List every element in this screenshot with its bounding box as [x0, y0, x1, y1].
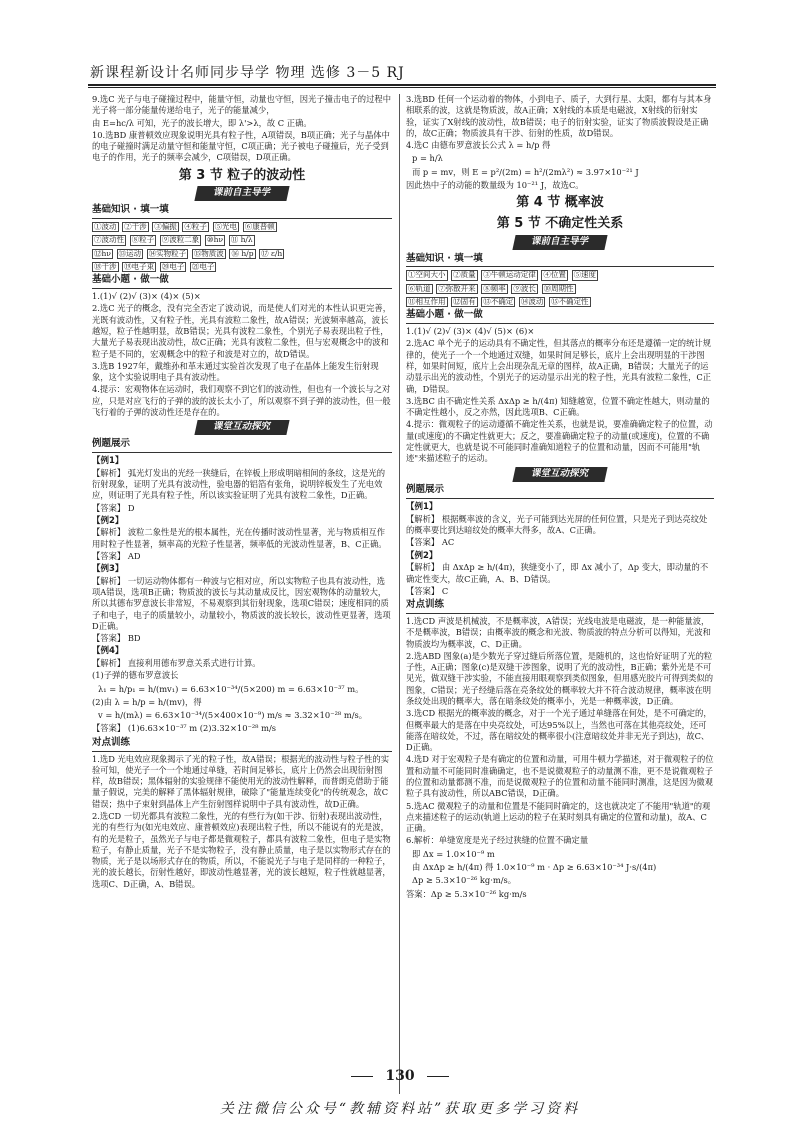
small-4-right: 4.提示：微观粒子的运动遵循不确定性关系，也就是说，要准确确定粒子的位置，动量(或速度)的不确定性就更大；反之，要准确确定粒子的动量(或速度)，位置的不确定性就更大，也就是说不可能同时准确知道粒子的位置和动量，因而不可能用"轨迹"来描述粒子的运动。 [406, 419, 713, 464]
fill-item: ⑤光电 [214, 222, 238, 232]
answer-4-equation-2: 而 p = mv，则 E = p²/(2m) = h²/(2mλ²) ≈ 3.97×10⁻²¹ J [412, 166, 639, 177]
page-number: 130 [385, 1068, 415, 1084]
example-2-label-right: 【例2】 [406, 550, 438, 561]
fill-item: ⑪ h/λ [230, 235, 253, 245]
example-1-analysis: 【解析】 弧光灯发出的光经一狭缝后，在锌板上形成明暗相间的条纹，这是光的衍射现象，证明了光具有波动性，验电器的铝箔有张角，说明锌板发生了光电效应，则证明了光具有粒子性，所以该实验证明了光具有波粒二象性，D正确。 [92, 467, 386, 501]
fill-row [92, 234, 392, 245]
example-1-label: 【例1】 [92, 456, 124, 467]
fill-row [92, 221, 392, 232]
fill-item: ⑩hν [206, 235, 224, 245]
example-2-analysis-right: 【解析】 由 ΔxΔp ≥ h/(4π)，狭缝变小了，即 Δx 减小了，Δp 变大，即动量的不确定性变大，故C正确，A、B、D错误。 [406, 562, 709, 584]
fill-item: ⑫hν [94, 248, 111, 258]
answer-3: 3.选BD 任何一个运动着的物体，小到电子、质子，大到行星、太阳，都有与其本身相联系的波，这就是物质波，故A正确；X射线的本质是电磁波，X射线的衍射实验，证实了X射线的波动性，故B错误；电子的衍射实验，证实了物质波假设是正确的，故C正确；物质波具有干涉、衍射的性质，故D错误。 [406, 94, 712, 138]
fill-row [406, 283, 714, 294]
fill-grid [92, 221, 392, 272]
page-header: 新课程新设计名师同步导学 物理 选修 3－5 RJ [90, 65, 405, 81]
fill-item: ⑬运动 [118, 248, 142, 258]
example-3-label: 【例3】 [92, 564, 124, 575]
training-6-step-c: Δp ≥ 5.3×10⁻²⁶ kg·m/s。 [412, 875, 517, 886]
fill-item: ⑦弥散开来 [438, 283, 476, 293]
fill-item: ⑥轨道 [408, 283, 431, 293]
answer-10: 10.选BD 康普顿效应现象说明光具有粒子性，A项错误，B项正确；光子与晶体中的电子碰撞时满足动量守恒和能量守恒，C项正确；光子被电子碰撞后，光子受到电子的作用，光子的频率会减少，C项错误，D项正确。 [92, 129, 390, 163]
band-classroom-right: 课堂互动探究 [512, 467, 607, 482]
fill-item: ⑧粒子 [131, 235, 155, 245]
fill-item: ⑨波粒二象 [161, 235, 200, 245]
small-2: 2.选C 光子的概念，没有完全否定了波动说，而是使人们对光的本性认识更完善，光既有波动性，又有粒子性，光具有波粒二象性，故A错误；光波频率越高，波长越短，粒子性越明显，故B错误；光具有波粒二象性，个别光子易表现出粒子性，大量光子易表现出波动性，故C正确；光具有波粒二象性，但与宏观概念中的波和粒子是不同的，宏观概念中的粒子和波是对立的，故D错误。 [92, 303, 391, 359]
example-4-equation-1: λ₁ = h/p₁ = h/(mv₁) = 6.63×10⁻³⁴/(5×200) m = 6.63×10⁻³⁷ m。 [98, 683, 364, 694]
example-1-label-right: 【例1】 [406, 502, 438, 513]
fill-item: ⑪相互作用 [408, 296, 446, 306]
small-3-right: 3.选BC 由不确定性关系 ΔxΔp ≥ h/(4π) 知缝越宽，位置不确定性越大，则动量的不确定性越小，反之亦然，因此选项B、C正确。 [406, 395, 710, 418]
training-title-right: 对点训练 [406, 599, 714, 614]
example-4-part-b: (2)由 λ = h/p = h/(mv)，得 [92, 696, 202, 707]
training-1-right: 1.选CD 声波是机械波，不是概率波，A错误；光线电波是电磁波，是一种能量波，不是概率波，B错误；由概率波的概念和光波、物质波的特点分析可以得知，光波和物质波均为概率波，C、D正确。 [406, 616, 711, 649]
fill-item: ㉑电子 [191, 262, 215, 272]
training-3-right: 3.选CD 根据光的概率波的概念，对于一个光子通过单缝落在何处，是不可确定的，但概率最大的是落在中央亮纹处，可达95%以上，当然也可落在其他亮纹处，还可能落在暗纹处，不过，落在暗纹处的概率很小(注意暗纹处并非无光子到达)，故C、D正确。 [406, 708, 712, 753]
fill-item: ⑬不确定 [483, 296, 514, 306]
answer-4-equation-1: p = h/λ [412, 153, 443, 164]
fill-item: ⑮物质波 [193, 248, 224, 258]
left-column [92, 94, 392, 891]
fill-item: ⑳电子 [161, 262, 185, 272]
section-3-title: 第 3 节 粒子的波动性 [178, 167, 306, 183]
example-title: 例题展示 [92, 438, 392, 453]
training-2: 2.选CD 一切光都具有波粒二象性，光的有些行为(如干涉、衍射)表现出波动性，光的有些行为(如光电效应、康普顿效应)表现出粒子性，所以不能说有的光是波，有的光是粒子，虽然光子与电子都是微观粒子，都具有波粒二象性，但电子是实物粒子，有静止质量，光子不是实物粒子，没有静止质量，电子是以实物形式存在的物质，光子是以场形式存在的物质，所以，不能说光子与电子是同样的一种粒子，光的波长越长，衍射性越好，即波动性越显著，光的波长越短，粒子性就越显著，选项C、D正确，A、B错误。 [92, 810, 391, 889]
basic-knowledge-title: 基础知识 · 填一填 [92, 204, 392, 219]
fill-item: ①空间大小 [408, 270, 446, 280]
training-6-step-a: 即 Δx = 1.0×10⁻⁹ m [412, 848, 495, 859]
fill-row [406, 269, 714, 280]
fill-item: ⑭波动 [520, 296, 544, 306]
band-classroom: 课堂互动探究 [194, 420, 289, 435]
fill-item: ⑥康普顿 [244, 222, 275, 232]
section-5-title: 第 5 节 不确定性关系 [496, 215, 624, 231]
example-1-answer: 【答案】 D [92, 502, 135, 513]
dash-left [351, 1076, 373, 1077]
small-1: 1.(1)√ (2)√ (3)× (4)× (5)× [92, 291, 201, 302]
fill-item: ⑭实物粒子 [148, 248, 187, 258]
fill-item: ⑮不确定性 [551, 296, 589, 306]
training-2-right: 2.选ABD 图象(a)是少数光子穿过缝后所落位置，是随机的，这也恰好证明了光的粒子性，A正确；图象(c)是双缝干涉图象，说明了光的波动性，B正确；紫外光是不可见光，做双缝干涉实验，不能直接用眼观察到类似图象，但用感光胶片可得到类似的图象，C错误；光子经缝后落在亮条纹处的概率较大并不符合波动规律，概率波在明条纹处出现的概率大，落在暗条纹处的概率小，光是一种概率波，D正确。 [406, 650, 713, 706]
small-4: 4.提示：宏观物体在运动时，我们观察不到它们的波动性，但也有一个波长与之对应，只是对应飞行的子弹的波的波长太小了，所以观察不到子弹的波动性，但一般飞行着的子弹的波动性还是存在的。 [92, 384, 391, 418]
training-6-step-b: 由 ΔxΔp ≥ h/(4π) 得 1.0×10⁻⁹ m · Δp ≥ 6.63×10⁻³⁴ J·s/(4π) [412, 861, 657, 872]
right-column [406, 94, 714, 901]
example-4-answer: 【答案】 (1)6.63×10⁻³⁷ m (2)3.32×10⁻²⁸ m/s [92, 723, 277, 734]
fill-item: ⑲电子束 [124, 262, 155, 272]
fill-item: ②干涉 [124, 222, 147, 232]
answer-4: 4.选C 由德布罗意波长公式 λ = h/p 得 [406, 140, 551, 151]
small-1-right: 1.(1)√ (2)√ (3)× (4)√ (5)× (6)× [406, 326, 535, 337]
training-6-right: 6.解析：单缝宽度是光子经过狭缝的位置不确定量 [406, 835, 589, 846]
example-3-answer: 【答案】 BD [92, 633, 141, 644]
small-questions-title-right: 基础小题 · 做一做 [406, 309, 714, 324]
band-preview: 课前自主导学 [194, 186, 289, 201]
answer-9: 9.选C 光子与电子碰撞过程中，能量守恒，动量也守恒，因光子撞击电子的过程中光子将一部分能量传递给电子，光子的能量减少， [92, 94, 391, 116]
answer-9-formula: 由 E=hc/λ 可知，光子的波长增大，即 λ'>λ，故 C 正确。 [92, 117, 312, 128]
fill-item: ⑫固有 [453, 296, 476, 306]
small-questions-title: 基础小题 · 做一做 [92, 274, 392, 289]
example-2-analysis: 【解析】 波粒二象性是光的根本属性，光在传播时波动性显著，光与物质相互作用时粒子性显著，频率高的光粒子性显著，频率低的光波动性显著，B、C正确。 [92, 527, 387, 549]
example-4-part-a: (1)子弹的德布罗意波长 [92, 670, 179, 681]
fill-item: ④位置 [543, 270, 566, 280]
fill-item: ⑦波动性 [94, 235, 124, 245]
training-4-right: 4.选D 对于宏观粒子是有确定的位置和动量，可用牛顿力学描述，对于微观粒子的位置和动量不可能同时准确确定，也不是说微观粒子的动量测不准，更不是说微观粒子的位置和动量都测不准，而是说微观粒子的位置和动量不能同时测准，这是因为微观粒子具有波动性，所以ABC错误，D正确。 [406, 754, 714, 799]
example-1-analysis-right: 【解析】 根据概率波的含义，光子可能到达光屏的任何位置，只是光子到达亮纹处的概率要比到达暗纹处的概率大得多，故A、C正确。 [406, 513, 708, 536]
example-3-analysis: 【解析】 一切运动物体都有一种波与它相对应，所以实物粒子也具有波动性，选项A错误，选项B正确；物质波的波长与其动量成反比，因宏观物体的动量较大，所以其德布罗意波长非常短，不易观察到其衍射现象，选项C错误；速度相同的质子和电子，电子的质量较小，动量较小，物质波的波长较长，波动性更显著，选项D正确。 [92, 575, 391, 631]
page-number-row [0, 1068, 800, 1084]
example-4-label: 【例4】 [92, 646, 124, 657]
footer-note: 关注微信公众号“教辅资料站”获取更多学习资料 [219, 1101, 581, 1117]
training-6-answer: 答案：Δp ≥ 5.3×10⁻²⁶ kg·m/s [406, 888, 527, 899]
fill-item: ⑨波长 [513, 283, 536, 293]
section-4-title: 第 4 节 概率波 [516, 195, 604, 211]
basic-knowledge-title-right: 基础知识 · 填一填 [406, 253, 714, 268]
fill-item: ④粒子 [184, 222, 207, 232]
training-1: 1.选D 光电效应现象揭示了光的粒子性，故A错误；根据光的波动性与粒子性的实验可知，使光子一个一个地通过单缝，若时间足够长，底片上仍然会出现衍射图样，故B错误；黑体辐射的实验规律不能使用光的波动性解释，而普朗克借助于能量子假说，完美的解释了黑体辐射规律，破除了"能量连续变化"的传统观念，故C错误；热中子束射到晶体上产生衍射图样说明中子具有波动性，故D正确。 [92, 753, 389, 809]
column-divider [399, 94, 400, 1094]
example-1-answer-right: 【答案】 AC [406, 537, 455, 548]
fill-item: ⑰ ε/h [261, 248, 283, 258]
example-4-analysis: 【解析】 直接利用德布罗意关系式进行计算。 [92, 657, 261, 668]
training-5-right: 5.选AC 微观粒子的动量和位置是不能同时确定的，这也就决定了不能用"轨道"的观点来描述粒子的运动(轨道上运动的粒子在某时刻具有确定的位置和动量)，故A、C正确。 [406, 800, 711, 834]
example-2-answer-right: 【答案】 C [406, 585, 449, 596]
training-title: 对点训练 [92, 737, 392, 752]
band-preview-right: 课前自主导学 [512, 235, 607, 250]
fill-item: ③偏振 [154, 222, 177, 232]
fill-item: ⑩周期性 [543, 283, 574, 293]
example-2-answer: 【答案】 AD [92, 550, 141, 561]
example-title-right: 例题展示 [406, 484, 714, 499]
fill-item: ⑤速度 [573, 270, 597, 280]
example-2-label: 【例2】 [92, 515, 124, 526]
fill-item: ⑧频率 [483, 283, 506, 293]
fill-item: ③牛顿运动定律 [483, 270, 536, 280]
small-2-right: 2.选AC 单个光子的运动具有不确定性，但其落点的概率分布还是遵循一定的统计规律的，使光子一个一个地通过双缝，如果时间足够长，底片上会出现明显的干涉图样，如果时间短，底片上会出现杂乱无章的图样，故A正确，B错误；大量光子的运动显示出光的波动性，个别光子的运动显示出光的粒子性，光具有波粒二象性，C正确，D错误。 [406, 338, 712, 394]
fill-item: ⑯ h/p [231, 248, 254, 258]
header-rule [88, 84, 716, 88]
example-4-equation-2: v = h/(mλ) = 6.63×10⁻³⁴/(5×400×10⁻⁹) m/s ≈ 3.32×10⁻²⁸ m/s。 [98, 710, 368, 721]
fill-item: ①波动 [94, 222, 117, 232]
fill-item: ②质量 [453, 270, 476, 280]
small-3: 3.选B 1927年，戴维孙和革末通过实验首次发现了电子在晶体上能发生衍射现象，这个实验说明电子具有波动性。 [92, 360, 379, 383]
fill-row [406, 296, 714, 307]
fill-item: ⑱干涉 [94, 262, 117, 272]
answer-4-conclusion: 因此热中子的动能的数量级为 10⁻²¹ J，故选C。 [406, 179, 584, 190]
fill-row [92, 248, 392, 259]
dash-right [427, 1076, 449, 1077]
fill-row [92, 261, 392, 272]
fill-grid-right [406, 269, 714, 307]
